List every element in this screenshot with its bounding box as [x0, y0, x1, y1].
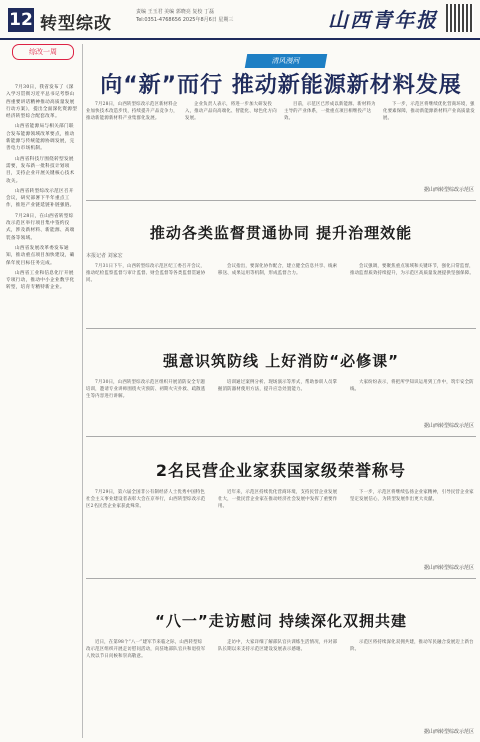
article2-paragraph: 7月31日下午，山西转型综改示范区纪工委召开会议，推动纪检监察监督与审计监督、财会监督等各类监督贯通协同。 — [86, 264, 206, 283]
left-paragraph: 7月30日，我省发布了《深入学习贯彻习近平总书记考察山西重要讲话精神推动高质量发展行动方案》，提出全面深化资源型经济转型综合配套改革。 — [6, 85, 78, 120]
article5-source: 据山西转型综改示范区 — [423, 729, 474, 735]
article1-tag: 清风漫河 — [245, 54, 327, 68]
header-meta — [136, 8, 233, 24]
header-meta-editors: 责编 王玉君 美编 郭晓亮 复校 丁磊 — [136, 9, 214, 15]
left-paragraph: 7月28日，在山西省转型综改示范区举行项目集中签约仪式，涉及新材料、新能源、高端装备等领域。 — [6, 213, 75, 241]
article2-paragraph: 会议强调，要聚焦重点领域和关键环节，强化日常监督，推动监督质效持续提升，为示范区高质量发展提供坚强保障。 — [350, 264, 474, 276]
article5-paragraph: 走访中，大家详细了解部队官兵训练生活情况，并对部队长期以来支持示范区建设发展表示感谢。 — [218, 640, 338, 652]
article4-paragraph: 近年来，示范区持续优化营商环境，支持民营企业发展壮大，一批民营企业家在推动经济社会发展中发挥了重要作用。 — [218, 490, 338, 509]
article1-paragraph: 目前，示范区已形成以新能源、新材料为主导的产业体系，一批重点项目相继投产达效。 — [284, 102, 376, 121]
article1-paragraph: 下一步，示范区将继续优化营商环境，强化要素保障，推动新能源新材料产业高质量发展。 — [383, 102, 475, 121]
article4-paragraph: 下一步，示范区将继续弘扬企业家精神，引导民营企业家坚定发展信心，为转型发展作出更大贡献。 — [350, 490, 474, 502]
article5-paragraph: 示范区将持续深化双拥共建，推动军民融合发展迈上新台阶。 — [350, 640, 474, 652]
article-separator — [86, 436, 476, 437]
left-paragraph: 山西省能源局与相关部门联合发布能源领域改革要点，推动新能源与传统能源协调发展，完善电力市场机制。 — [6, 124, 75, 152]
article3-body — [86, 380, 476, 436]
article4-paragraph: 7月29日，第六届全国非公有制经济人士优秀中国特色社会主义事业建设者表彰大会在京举行，山西转型综改示范区2名民营企业家获此殊荣。 — [86, 490, 206, 509]
article2-byline: 本报记者 刘家宏 — [86, 253, 123, 259]
header-meta-date: Tel:0351-4768656 2025年8月6日 星期三 — [136, 17, 234, 23]
page-header — [0, 0, 480, 40]
article3-headline: 强意识筑防线 上好消防“必修课” — [163, 352, 399, 370]
column-divider — [82, 44, 83, 738]
left-paragraph: 山西省转型综改示范区召开会议，研究部署下半年重点工作，推进产业链延链补链强链。 — [6, 188, 75, 209]
masthead-logo: 山西青年报 — [328, 8, 438, 32]
article2-headline: 推动各类监督贯通协同 提升治理效能 — [149, 224, 413, 242]
qr-code-icon — [446, 4, 474, 32]
left-paragraph: 山西省发展改革委发布通知，推动重点项目加快建设，确保年度目标任务完成。 — [6, 245, 75, 266]
article-separator — [86, 200, 476, 201]
left-column-text — [6, 84, 78, 295]
page-number: 12 — [9, 10, 33, 30]
article4-source: 据山西转型综改示范区 — [423, 565, 474, 571]
left-column — [6, 44, 80, 738]
article5-paragraph: 近日，在第98个“八一”建军节来临之际，山西转型综改示范区组织开展走访慰问活动，向驻地部队官兵和退役军人致以节日问候和崇高敬意。 — [86, 640, 206, 659]
article-separator — [86, 578, 476, 579]
article1-source: 据山西转型综改示范区 — [423, 187, 474, 193]
article5-headline: “八一”走访慰问 持续深化双拥共建 — [155, 612, 407, 630]
article3-paragraph: 大家纷纷表示，将把所学知识运用到工作中，筑牢安全防线。 — [350, 380, 474, 392]
article3-source: 据山西转型综改示范区 — [423, 423, 474, 429]
article4-headline: 2名民营企业家获国家级荣誉称号 — [155, 461, 407, 480]
article-separator — [86, 328, 476, 329]
section-title: 转型综改 — [40, 14, 112, 34]
article3-paragraph: 培训通过案例分析、现场演示等形式，帮助参训人员掌握消防器材使用方法，提升应急处置能力。 — [218, 380, 338, 392]
article4-body — [86, 490, 476, 546]
article2-paragraph: 会议指出，要深化协作配合，建立健全信息共享、线索移送、成果运用等机制，形成监督合力。 — [218, 264, 338, 276]
header-rule — [0, 38, 480, 40]
article1-body — [86, 102, 476, 198]
left-paragraph: 山西省科技厅围绕转型发展需要，发布新一批科技计划项目，支持企业开展关键核心技术攻关。 — [6, 156, 75, 184]
article1-paragraph: 企业负责人表示，将进一步加大研发投入，推动产品向高端化、智能化、绿色化方向发展。 — [185, 102, 277, 121]
article2-body — [86, 264, 476, 320]
article5-body — [86, 640, 476, 732]
article1-paragraph: 7月28日，山西转型综改示范区新材料企业加快技术改造步伐，持续提升产品竞争力，推动新能源新材料产业集群化发展。 — [86, 102, 178, 121]
article1-headline: 向“新”而行 推动新能源新材料发展 — [100, 73, 462, 98]
article3-paragraph: 7月30日，山西转型综改示范区组织开展消防安全专题培训，邀请专业讲师围绕火灾预防、初期火灾扑救、疏散逃生等内容进行讲解。 — [86, 380, 206, 399]
left-column-title: 综改一周 — [12, 44, 74, 60]
left-paragraph: 山西省工业和信息化厅开展专项行动，推动中小企业数字化转型，培育专精特新企业。 — [6, 270, 75, 291]
